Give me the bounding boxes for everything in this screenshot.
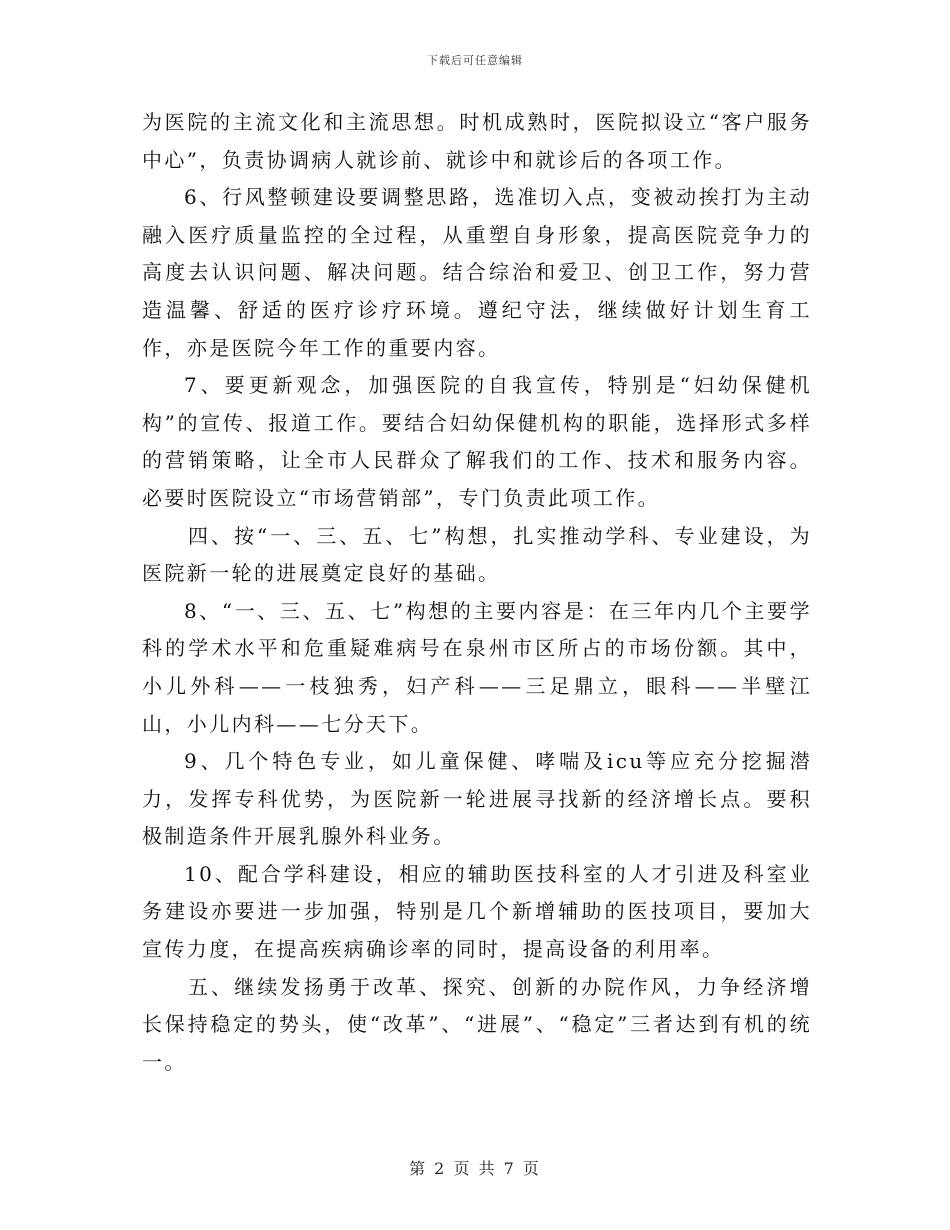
page-footer: 第 2 页 共 7 页 bbox=[409, 1159, 541, 1178]
paragraph-continuation: 为医院的主流文化和主流思想。时机成熟时，医院拟设立“客户服务中心”，负责协调病人就诊前、就诊中和就诊后的各项工作。 bbox=[142, 110, 812, 172]
paragraph-item-9: 9、几个特色专业，如儿童保健、哮喘及icu等应充分挖掘潜力，发挥专科优势，为医院新一轮进展寻找新的经济增长点。要积极制造条件开展乳腺外科业务。 bbox=[142, 749, 812, 849]
page-header: 下载后可任意编辑 bbox=[427, 54, 523, 67]
paragraph-item-7: 7、要更新观念，加强医院的自我宣传，特别是“妇幼保健机构”的宣传、报道工作。要结合妇幼保健机构的职能，选择形式多样的营销策略，让全市人民群众了解我们的工作、技术和服务内容。必要时医院设立“市场营销部”，专门负责此项工作。 bbox=[142, 373, 812, 510]
paragraph-item-10: 10、配合学科建设，相应的辅助医技科室的人才引进及科室业务建设亦要进一步加强，特别是几个新增辅助的医技项目，要加大宣传力度，在提高疾病确诊率的同时，提高设备的利用率。 bbox=[142, 861, 812, 962]
paragraph-item-6: 6、行风整顿建设要调整思路，选准切入点，变被动挨打为主动融入医疗质量监控的全过程，从重塑自身形象，提高医院竞争力的高度去认识问题、解决问题。结合综治和爱卫、创卫工作，努力营造温馨、舒适的医疗诊疗环境。遵纪守法，继续做好计划生育工作，亦是医院今年工作的重要内容。 bbox=[142, 185, 812, 360]
document-body bbox=[142, 104, 812, 1081]
paragraph-section-4: 四、按“一、三、五、七”构想，扎实推动学科、专业建设，为医院新一轮的进展奠定良好的基础。 bbox=[142, 523, 812, 586]
paragraph-section-5: 五、继续发扬勇于改革、探究、创新的办院作风，力争经济增长保持稳定的势头，使“改革”、“进展”、“稳定”三者达到有机的统一。 bbox=[142, 974, 812, 1074]
paragraph-item-8: 8、“一、三、五、七”构想的主要内容是：在三年内几个主要学科的学术水平和危重疑难病号在泉州市区所占的市场份额。其中，小儿外科——一枝独秀，妇产科——三足鼎立，眼科——半壁江山，小儿内科——七分天下。 bbox=[142, 598, 812, 736]
